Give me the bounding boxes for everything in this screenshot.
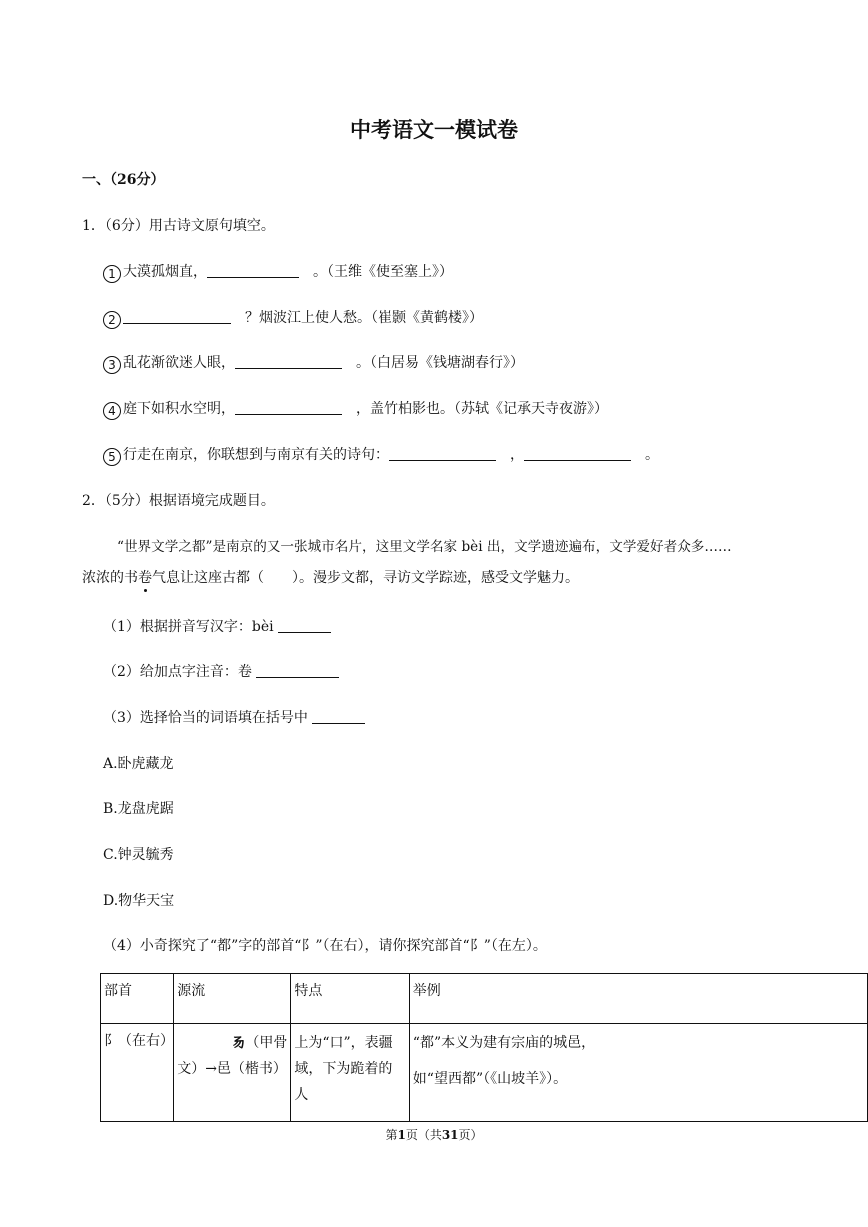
- q2-passage-line-2: 浓浓的书卷气息让这座古都（ ）。漫步文都，寻访文学踪迹，感受文学魅力。: [82, 570, 579, 586]
- q2-sub-2: （2）给加点字注音：卷: [103, 661, 339, 681]
- q1-item-2: 2 ？烟波江上使人愁。（崔颢《黄鹤楼》）: [103, 307, 483, 329]
- page-footer: 第1页（共31页）: [385, 1128, 483, 1142]
- radical-table: [100, 973, 868, 1122]
- table-header-row: [101, 974, 868, 1024]
- option-a: A.卧虎藏龙: [103, 756, 174, 772]
- q1-item-1: 1 大漠孤烟直， 。（王维《使至塞上》）: [103, 261, 453, 283]
- table-row: [101, 1024, 868, 1122]
- q2-sub-3: （3）选择恰当的词语填在括号中: [103, 707, 365, 727]
- answer-blank[interactable]: [123, 309, 231, 324]
- answer-blank[interactable]: [524, 446, 631, 461]
- page-title: 中考语文一模试卷: [350, 117, 518, 142]
- q2-sub-1: （1）根据拼音写汉字：bèi: [103, 616, 331, 636]
- answer-blank[interactable]: [256, 663, 339, 678]
- q2-stem: 2．（5分）根据语境完成题目。: [82, 493, 275, 509]
- current-page: 1: [397, 1128, 406, 1142]
- answer-blank[interactable]: [278, 618, 331, 633]
- section-heading: 一、（26分）: [82, 172, 165, 188]
- option-d: D.物华天宝: [103, 893, 175, 909]
- option-c: C.钟灵毓秀: [103, 847, 174, 863]
- answer-blank[interactable]: [235, 354, 342, 369]
- table-header: 源流: [174, 974, 291, 1024]
- answer-blank[interactable]: [312, 709, 365, 724]
- table-header: 举例: [409, 974, 867, 1024]
- table-header: 特点: [291, 974, 409, 1024]
- answer-blank[interactable]: [389, 446, 496, 461]
- circled-number: 5: [103, 448, 121, 466]
- table-header: 部首: [101, 974, 174, 1024]
- q1-item-3: 3 乱花渐欲迷人眼， 。（白居易《钱塘湖春行》）: [103, 352, 524, 374]
- q1-stem: 1．（6分）用古诗文原句填空。: [82, 218, 275, 234]
- q1-item-5: 5 行走在南京，你联想到与南京有关的诗句： ， 。: [103, 444, 659, 466]
- circled-number: 2: [103, 311, 121, 329]
- circled-number: 3: [103, 356, 121, 374]
- circled-number: 4: [103, 402, 121, 420]
- oracle-bone-glyph: 𠃓: [231, 1035, 246, 1051]
- table-cell-feature: 上为“口”，表疆 域，下为跪着的人: [291, 1024, 409, 1122]
- dotted-character: 卷: [138, 570, 152, 586]
- table-cell-example: “都”本义为建有宗庙的城邑， 如“望西都”（《山坡羊》）。: [409, 1024, 867, 1122]
- table-cell-source: 𠃓（甲骨 文）→邑（楷书）: [174, 1024, 291, 1122]
- answer-blank[interactable]: [207, 263, 299, 278]
- answer-blank[interactable]: [235, 400, 342, 415]
- q2-sub-4: （4）小奇探究了“都”字的部首“阝”（在右），请你探究部首“阝”（在左）。: [103, 938, 547, 954]
- option-b: B.龙盘虎踞: [103, 801, 174, 817]
- q2-passage-line-1: “世界文学之都”是南京的又一张城市名片，这里文学名家 bèi 出，文学遗迹遍布，文学爱好者众多……: [117, 539, 732, 555]
- circled-number: 1: [103, 265, 121, 283]
- q1-item-4: 4 庭下如积水空明， ，盖竹柏影也。（苏轼《记承天寺夜游》）: [103, 398, 608, 420]
- total-pages: 31: [441, 1128, 459, 1142]
- table-cell-radical: 阝（在右）: [101, 1024, 174, 1122]
